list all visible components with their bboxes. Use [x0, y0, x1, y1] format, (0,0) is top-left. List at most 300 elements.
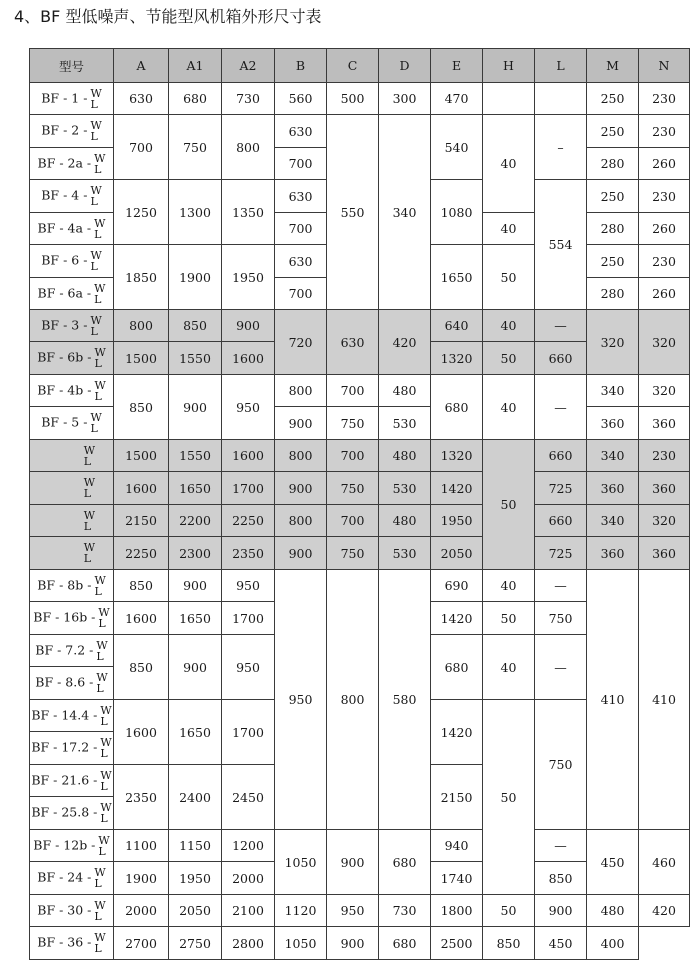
value-cell: 850 [114, 570, 169, 602]
model-cell [30, 797, 114, 830]
value-cell: 750 [327, 537, 379, 570]
model-cell [30, 375, 114, 407]
value-cell: 40 [483, 213, 535, 245]
value-cell: 554 [535, 180, 587, 310]
value-cell: — [535, 375, 587, 440]
model-label: BF - 8b - [37, 577, 92, 592]
model-cell [30, 342, 114, 375]
value-cell: 340 [587, 505, 639, 537]
value-cell: 450 [587, 830, 639, 895]
header-m: M [587, 49, 639, 83]
model-label: BF - 25.8 - [31, 804, 98, 820]
value-cell: 2350 [114, 765, 169, 830]
value-cell: 340 [587, 440, 639, 472]
value-cell: 680 [169, 83, 222, 115]
value-cell: 1600 [222, 440, 275, 472]
value-cell: 750 [535, 700, 587, 830]
table-row [30, 115, 690, 148]
value-cell: 950 [222, 570, 275, 602]
value-cell: 50 [483, 602, 535, 635]
wl-letter: L [94, 877, 102, 890]
model-label: BF - 6b - [37, 349, 92, 365]
wl-letter: W [100, 768, 112, 782]
table-row [30, 895, 690, 927]
value-cell: 480 [587, 895, 639, 927]
wl-label [96, 672, 107, 694]
value-cell: 2700 [114, 927, 169, 960]
model-cell [30, 213, 114, 245]
wl-label [100, 705, 111, 727]
value-cell: 900 [222, 310, 275, 342]
value-cell: 260 [639, 278, 690, 310]
value-cell: 680 [379, 927, 431, 960]
wl-label [84, 477, 95, 499]
value-cell: 1700 [222, 472, 275, 505]
value-cell: 420 [379, 310, 431, 375]
value-cell: 1550 [169, 342, 222, 375]
value-cell: 40 [483, 375, 535, 440]
model-label: BF - 24 - [37, 869, 92, 885]
model-label: BF - 4b - [37, 382, 92, 397]
model-label: BF - 5 - [41, 414, 88, 430]
value-cell: 420 [639, 895, 690, 927]
wl-letter: L [94, 162, 102, 176]
wl-label [100, 802, 111, 824]
wl-label [90, 88, 101, 110]
model-cell [30, 440, 114, 472]
value-cell: 950 [327, 895, 379, 927]
value-cell: 1900 [114, 862, 169, 895]
header-e: E [431, 49, 483, 83]
model-cell [30, 180, 114, 213]
table-row [30, 440, 690, 472]
header-a: A [114, 49, 169, 83]
table-row [30, 570, 690, 602]
wl-label [84, 510, 95, 532]
value-cell: 550 [327, 115, 379, 310]
value-cell: 850 [535, 862, 587, 895]
wl-letter: W [90, 249, 102, 262]
value-cell: 580 [379, 570, 431, 830]
wl-letter: W [83, 541, 95, 554]
value-cell: 410 [587, 570, 639, 830]
value-cell: 540 [431, 115, 483, 180]
value-cell: 360 [639, 472, 690, 505]
value-cell: 690 [431, 570, 483, 602]
value-cell: 280 [587, 278, 639, 310]
wl-label [98, 607, 109, 629]
value-cell: 1950 [431, 505, 483, 537]
wl-letter: L [94, 389, 102, 403]
model-cell [30, 505, 114, 537]
value-cell: 850 [114, 635, 169, 700]
wl-letter: W [96, 638, 108, 652]
wl-letter: W [100, 736, 112, 749]
header-c: C [327, 49, 379, 83]
dimension-table [29, 48, 690, 960]
value-cell: 950 [275, 570, 327, 830]
value-cell: 725 [535, 472, 587, 505]
model-label: BF - 16b - [33, 609, 96, 625]
wl-letter: W [90, 411, 102, 424]
model-cell [30, 667, 114, 700]
wl-letter: W [100, 703, 112, 717]
value-cell: 850 [483, 927, 535, 960]
value-cell: 900 [327, 927, 379, 960]
value-cell: 900 [169, 635, 222, 700]
value-cell: 2100 [222, 895, 275, 927]
value-cell: 900 [169, 375, 222, 440]
value-cell: 360 [639, 407, 690, 440]
value-cell: 850 [114, 375, 169, 440]
value-cell: 460 [639, 830, 690, 895]
value-cell: 660 [535, 440, 587, 472]
value-cell: 260 [639, 213, 690, 245]
wl-letter: W [94, 378, 106, 392]
value-cell: 530 [379, 472, 431, 505]
value-cell: 50 [483, 895, 535, 927]
value-cell: 500 [327, 83, 379, 115]
value-cell: 2150 [431, 765, 483, 830]
value-cell: 360 [587, 472, 639, 505]
value-cell: 630 [275, 245, 327, 278]
wl-letter: W [98, 833, 110, 847]
wl-label [90, 315, 101, 337]
wl-letter: W [90, 119, 102, 132]
value-cell: 950 [222, 635, 275, 700]
value-cell: 630 [327, 310, 379, 375]
wl-letter: L [98, 844, 106, 858]
value-cell: 2750 [169, 927, 222, 960]
value-cell: 1650 [169, 602, 222, 635]
value-cell: 340 [379, 115, 431, 310]
wl-letter: W [83, 476, 95, 489]
wl-letter: W [94, 151, 106, 165]
value-cell [535, 83, 587, 115]
value-cell: 700 [327, 375, 379, 407]
value-cell: 1700 [222, 602, 275, 635]
value-cell: 450 [535, 927, 587, 960]
model-label: BF - 36 - [37, 934, 92, 950]
value-cell: 230 [639, 245, 690, 278]
model-cell [30, 278, 114, 310]
table-row [30, 505, 690, 537]
value-cell: 1600 [222, 342, 275, 375]
value-cell: 1150 [169, 830, 222, 862]
wl-letter: L [90, 260, 98, 273]
value-cell: 230 [639, 180, 690, 213]
value-cell: 1950 [169, 862, 222, 895]
value-cell: 480 [379, 440, 431, 472]
value-cell: 1500 [114, 342, 169, 375]
value-cell: 800 [275, 505, 327, 537]
wl-letter: L [83, 454, 91, 468]
value-cell: 900 [275, 407, 327, 440]
wl-label [90, 120, 101, 142]
wl-letter: L [94, 227, 102, 241]
wl-letter: L [90, 324, 98, 338]
wl-letter: W [94, 281, 106, 295]
wl-label [90, 185, 101, 207]
wl-letter: W [98, 606, 110, 619]
value-cell: 230 [639, 83, 690, 115]
value-cell: 1650 [431, 245, 483, 310]
value-cell: 1740 [431, 862, 483, 895]
value-cell: 1550 [169, 440, 222, 472]
model-label: BF - 6a - [37, 285, 92, 300]
value-cell: 1050 [275, 927, 327, 960]
wl-label [94, 380, 105, 402]
wl-label [94, 153, 105, 175]
model-cell [30, 472, 114, 505]
value-cell: 730 [222, 83, 275, 115]
model-cell [30, 148, 114, 180]
wl-letter: L [94, 909, 102, 923]
value-cell: 730 [379, 895, 431, 927]
wl-label [94, 932, 105, 954]
value-cell: 1420 [431, 700, 483, 765]
value-cell: 900 [535, 895, 587, 927]
wl-letter: L [100, 714, 108, 728]
value-cell: 1600 [114, 472, 169, 505]
value-cell: 1650 [169, 700, 222, 765]
value-cell: 700 [327, 440, 379, 472]
value-cell: 630 [275, 115, 327, 148]
wl-label [94, 900, 105, 922]
value-cell: 2200 [169, 505, 222, 537]
value-cell: 250 [587, 115, 639, 148]
model-label: BF - 3 - [41, 317, 88, 332]
value-cell: 940 [431, 830, 483, 862]
value-cell: 400 [587, 927, 639, 960]
value-cell: 1700 [222, 700, 275, 765]
value-cell: 700 [327, 505, 379, 537]
header-d: D [379, 49, 431, 83]
header-model: 型号 [30, 49, 114, 83]
value-cell: 50 [483, 245, 535, 310]
model-cell [30, 700, 114, 732]
wl-letter: L [90, 130, 98, 143]
value-cell: 40 [483, 635, 535, 700]
wl-letter: W [100, 801, 112, 814]
value-cell: 1850 [114, 245, 169, 310]
wl-letter: L [100, 779, 108, 793]
value-cell: 2050 [431, 537, 483, 570]
table-row [30, 83, 690, 115]
wl-label [100, 737, 111, 759]
value-cell: 750 [327, 407, 379, 440]
wl-letter: L [90, 97, 98, 111]
value-cell: 750 [535, 602, 587, 635]
value-cell: 950 [222, 375, 275, 440]
value-cell: 900 [169, 570, 222, 602]
wl-letter: L [90, 422, 98, 435]
model-cell [30, 83, 114, 115]
model-label: BF - 2a - [37, 155, 92, 170]
wl-label [94, 283, 105, 305]
page-title: 4、BF 型低噪声、节能型风机箱外形尺寸表 [14, 7, 322, 26]
value-cell: 320 [587, 310, 639, 375]
value-cell: 250 [587, 245, 639, 278]
model-label: BF - 21.6 - [31, 772, 98, 787]
value-cell: 1600 [114, 602, 169, 635]
value-cell: 1350 [222, 180, 275, 245]
value-cell: — [535, 830, 587, 862]
model-label: BF - 12b - [33, 837, 96, 852]
value-cell: 2300 [169, 537, 222, 570]
value-cell: 40 [483, 115, 535, 213]
value-cell: 630 [275, 180, 327, 213]
wl-label [94, 575, 105, 597]
wl-letter: L [94, 292, 102, 306]
value-cell: 2250 [114, 537, 169, 570]
model-cell [30, 310, 114, 342]
value-cell [483, 83, 535, 115]
value-cell: 800 [327, 570, 379, 830]
wl-letter: W [94, 346, 106, 359]
wl-letter: L [83, 552, 91, 565]
wl-letter: L [94, 357, 102, 370]
value-cell: 1900 [169, 245, 222, 310]
model-label: BF - 4a - [37, 220, 92, 235]
wl-letter: L [83, 519, 91, 533]
table-row [30, 927, 690, 960]
wl-letter: W [90, 313, 102, 327]
wl-label [96, 640, 107, 662]
wl-letter: W [94, 216, 106, 230]
value-cell: 360 [587, 537, 639, 570]
value-cell: 640 [431, 310, 483, 342]
value-cell: 2050 [169, 895, 222, 927]
value-cell: 1050 [275, 830, 327, 895]
value-cell: 900 [327, 830, 379, 895]
value-cell: 320 [639, 310, 690, 375]
model-label: BF - 2 - [41, 122, 88, 138]
model-label: BF - 30 - [37, 902, 92, 917]
model-cell [30, 732, 114, 765]
value-cell: 660 [535, 342, 587, 375]
value-cell: 725 [535, 537, 587, 570]
value-cell: 1500 [114, 440, 169, 472]
value-cell: — [535, 310, 587, 342]
value-cell: 1080 [431, 180, 483, 245]
table-row [30, 472, 690, 505]
value-cell: 900 [275, 472, 327, 505]
value-cell: 800 [275, 375, 327, 407]
model-cell [30, 635, 114, 667]
header-l: L [535, 49, 587, 83]
value-cell: 2400 [169, 765, 222, 830]
value-cell: 720 [275, 310, 327, 375]
wl-letter: L [98, 617, 106, 630]
value-cell: 320 [639, 375, 690, 407]
value-cell: 480 [379, 505, 431, 537]
value-cell: 1600 [114, 700, 169, 765]
value-cell: 1320 [431, 342, 483, 375]
value-cell: 230 [639, 440, 690, 472]
model-label: BF - 6 - [41, 252, 88, 268]
value-cell: 750 [169, 115, 222, 180]
table-header-row [30, 49, 690, 83]
value-cell: 630 [114, 83, 169, 115]
value-cell: 530 [379, 537, 431, 570]
value-cell: 800 [114, 310, 169, 342]
wl-letter: L [96, 649, 104, 663]
table-row [30, 830, 690, 862]
wl-letter: W [94, 573, 106, 587]
value-cell: 480 [379, 375, 431, 407]
model-cell [30, 830, 114, 862]
value-cell: 560 [275, 83, 327, 115]
value-cell: 2450 [222, 765, 275, 830]
value-cell: 800 [222, 115, 275, 180]
wl-label [84, 445, 95, 467]
model-cell [30, 927, 114, 960]
wl-letter: W [83, 443, 95, 457]
value-cell: 1800 [431, 895, 483, 927]
wl-label [94, 867, 105, 889]
value-cell: 50 [483, 700, 535, 895]
wl-letter: L [94, 942, 102, 955]
value-cell: 2000 [222, 862, 275, 895]
value-cell: 410 [639, 570, 690, 830]
value-cell: 40 [483, 310, 535, 342]
value-cell: 250 [587, 83, 639, 115]
model-cell [30, 407, 114, 440]
value-cell: 2350 [222, 537, 275, 570]
table-row [30, 310, 690, 342]
value-cell: 660 [535, 505, 587, 537]
value-cell: 700 [275, 148, 327, 180]
value-cell: 680 [379, 830, 431, 895]
wl-label [84, 542, 95, 564]
value-cell: 470 [431, 83, 483, 115]
model-cell [30, 895, 114, 927]
wl-letter: L [83, 487, 91, 500]
model-label: BF - 7.2 - [35, 642, 94, 657]
model-label: BF - 8.6 - [35, 674, 94, 690]
model-cell [30, 537, 114, 570]
value-cell: 1420 [431, 602, 483, 635]
wl-label [94, 347, 105, 369]
wl-letter: L [100, 812, 108, 825]
model-cell [30, 602, 114, 635]
value-cell: 250 [587, 180, 639, 213]
value-cell: 900 [275, 537, 327, 570]
value-cell: 280 [587, 213, 639, 245]
value-cell: 1300 [169, 180, 222, 245]
value-cell: 1250 [114, 180, 169, 245]
wl-letter: W [96, 671, 108, 684]
wl-letter: W [94, 931, 106, 944]
value-cell: 2250 [222, 505, 275, 537]
value-cell: 50 [483, 342, 535, 375]
value-cell: 360 [639, 537, 690, 570]
wl-letter: W [90, 86, 102, 100]
model-cell [30, 115, 114, 148]
value-cell: 2150 [114, 505, 169, 537]
value-cell: 2800 [222, 927, 275, 960]
value-cell: 700 [114, 115, 169, 180]
header-h: H [483, 49, 535, 83]
wl-label [90, 250, 101, 272]
value-cell: 800 [275, 440, 327, 472]
value-cell: 1320 [431, 440, 483, 472]
header-n: N [639, 49, 690, 83]
value-cell: 1120 [275, 895, 327, 927]
value-cell: 700 [275, 278, 327, 310]
table-row [30, 537, 690, 570]
